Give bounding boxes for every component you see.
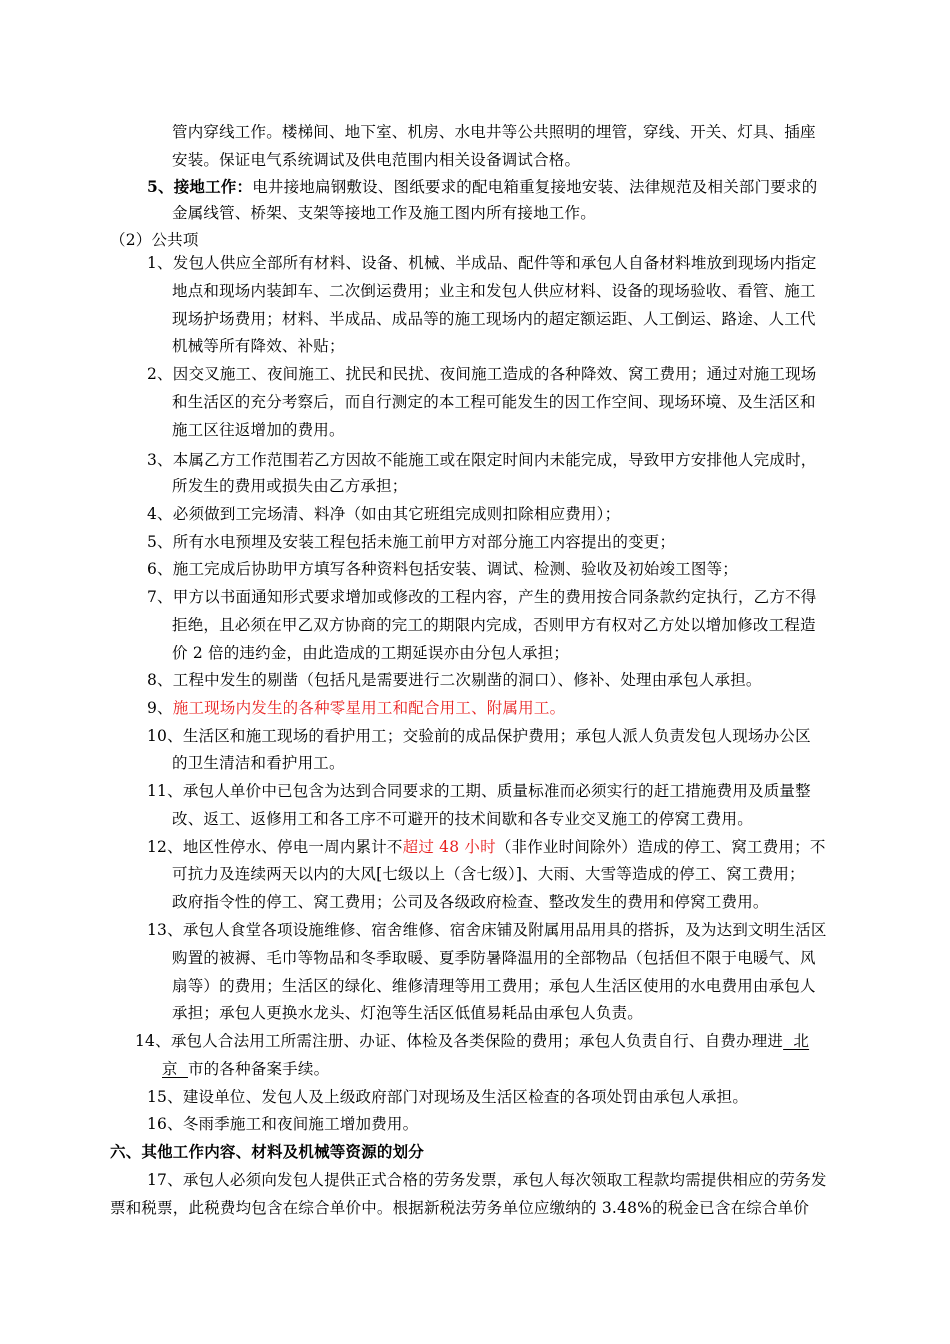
item-label: 接地工作： [173, 177, 253, 196]
subsection-heading: （2）公共项 [110, 231, 199, 249]
text-line: 17、承包人必须向发包人提供正式合格的劳务发票，承包人每次领取工程款均需提供相应的劳务发 [147, 1171, 827, 1189]
text-line: 金属线管、桥架、支架等接地工作及施工图内所有接地工作。 [172, 204, 596, 222]
text-line: 施工区往返增加的费用。 [172, 421, 345, 439]
highlighted-text: 超过 48 小时 [402, 838, 496, 856]
item-text: 14、承包人合法用工所需注册、办证、体检及各类保险的费用；承包人负责自行、自费办理进 [135, 1032, 784, 1050]
item-number: 9、 [147, 699, 173, 717]
underlined-city: 北 [783, 1032, 810, 1050]
text-line: 16、冬雨季施工和夜间施工增加费用。 [147, 1115, 419, 1133]
item-14 [135, 1031, 809, 1051]
text-line: 票和税票，此税费均包含在综合单价中。根据新税法劳务单位应缴纳的 3.48%的税金已含在综合单价 [110, 1199, 810, 1217]
text-line: 机械等所有降效、补贴； [172, 337, 345, 355]
text-line: 3、本属乙方工作范围若乙方因故不能施工或在限定时间内未能完成，导致甲方安排他人完成时， [147, 451, 817, 469]
text-line: 15、建设单位、发包人及上级政府部门对现场及生活区检查的各项处罚由承包人承担。 [147, 1088, 749, 1106]
text-line: 所发生的费用或损失由乙方承担； [172, 477, 408, 495]
item-number: 5、 [147, 177, 174, 196]
item-text: 电井接地扁钢敷设、图纸要求的配电箱重复接地安装、法律规范及相关部门要求的 [252, 178, 818, 196]
item-text: （非作业时间除外）造成的停工、窝工费用；不 [495, 838, 826, 856]
item-12 [147, 837, 826, 857]
text-line: 改、返工、返修用工和各工序不可避开的技术间歇和各专业交叉施工的停窝工费用。 [172, 810, 753, 828]
text-line: 和生活区的充分考察后，而自行测定的本工程可能发生的因工作空间、现场环境、及生活区和 [172, 393, 816, 411]
text-line: 管内穿线工作。楼梯间、地下室、机房、水电井等公共照明的埋管，穿线、开关、灯具、插座 [172, 123, 816, 141]
item-14-cont [162, 1059, 329, 1079]
text-line: 扇等）的费用；生活区的绿化、维修清理等用工费用；承包人生活区使用的水电费用由承包人 [172, 977, 816, 995]
section-heading: 六、其他工作内容、材料及机械等资源的划分 [110, 1143, 425, 1161]
text-line: 价 2 倍的违约金，由此造成的工期延误亦由分包人承担； [172, 644, 570, 662]
text-line: 承担；承包人更换水龙头、灯泡等生活区低值易耗品由承包人负责。 [172, 1004, 644, 1022]
text-line: 4、必须做到工完场清、料净（如由其它班组完成则扣除相应费用）； [147, 505, 621, 523]
text-line: 8、工程中发生的剔凿（包括凡是需要进行二次剔凿的洞口）、修补、处理由承包人承担。 [147, 671, 762, 689]
text-line: 可抗力及连续两天以内的大风[七级以上（含七级）]、大雨、大雪等造成的停工、窝工费用； [172, 865, 805, 883]
text-line: 2、因交叉施工、夜间施工、扰民和民扰、夜间施工造成的各种降效、窝工费用；通过对施工现场 [147, 365, 817, 383]
text-line: 购置的被褥、毛巾等物品和冬季取暖、夏季防暑降温用的全部物品（包括但不限于电暖气、风 [172, 949, 816, 967]
text-line: 5、所有水电预埋及安装工程包括未施工前甲方对部分施工内容提出的变更； [147, 533, 676, 551]
highlighted-text: 施工现场内发生的各种零星用工和配合用工、附属用工。 [172, 699, 566, 717]
text-line: 政府指令性的停工、窝工费用；公司及各级政府检查、整改发生的费用和停窝工费用。 [172, 893, 769, 911]
text-line: 6、施工完成后协助甲方填写各种资料包括安装、调试、检测、验收及初始竣工图等； [147, 560, 738, 578]
text-line: 13、承包人食堂各项设施维修、宿舍维修、宿舍床铺及附属用品用具的搭拆，及为达到文明生活区 [147, 921, 827, 939]
text-line: 的卫生清洁和看护用工。 [172, 754, 345, 772]
text-line: 拒绝，且必须在甲乙双方协商的完工的期限内完成，否则甲方有权对乙方处以增加修改工程造 [172, 616, 816, 634]
item-5-grounding [147, 177, 817, 197]
text-line: 7、甲方以书面通知形式要求增加或修改的工程内容，产生的费用按合同条款约定执行，乙方不得 [147, 588, 817, 606]
text-line: 1、发包人供应全部所有材料、设备、机械、半成品、配件等和承包人自备材料堆放到现场内指定 [147, 254, 817, 272]
text-line: 10、生活区和施工现场的看护用工；交验前的成品保护费用；承包人派人负责发包人现场办公区 [147, 727, 811, 745]
text-line: 安装。保证电气系统调试及供电范围内相关设备调试合格。 [172, 151, 581, 169]
text-line: 11、承包人单价中已包含为达到合同要求的工期、质量标准而必须实行的赶工措施费用及质量整 [147, 782, 811, 800]
text-line: 现场护场费用；材料、半成品、成品等的施工现场内的超定额运距、人工倒运、路途、人工代 [172, 310, 816, 328]
item-text: 12、地区性停水、停电一周内累计不 [147, 838, 403, 856]
text-line: 地点和现场内装卸车、二次倒运费用；业主和发包人供应材料、设备的现场验收、看管、施工 [172, 282, 816, 300]
item-9-red [147, 698, 565, 718]
underlined-city: 京 [162, 1060, 188, 1078]
item-text: 市的各种备案手续。 [187, 1060, 330, 1078]
